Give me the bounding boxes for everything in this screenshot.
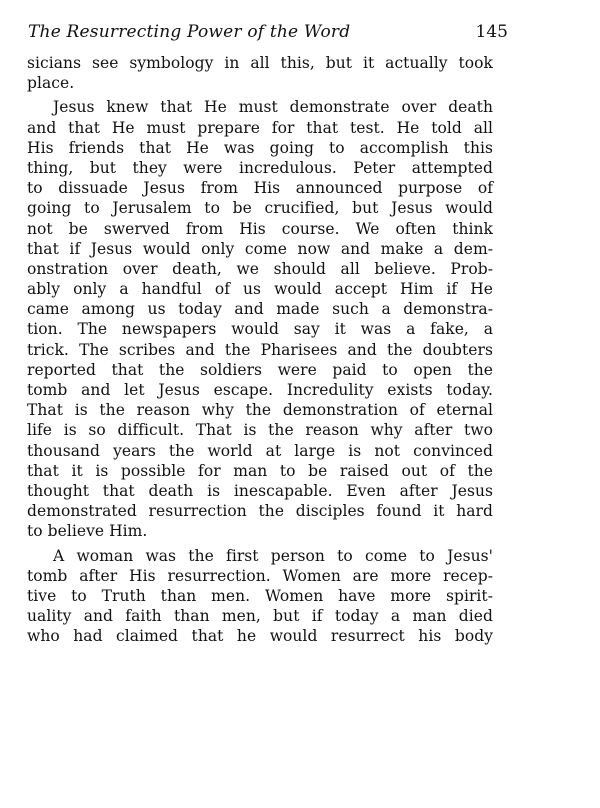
text-line: thing, but they were incredulous. Peter attempted bbox=[27, 158, 493, 177]
text-line: thousand years the world at large is not convinced bbox=[27, 441, 493, 460]
text-line: tomb after His resurrection. Women are more recep- bbox=[27, 566, 493, 585]
paragraph-a-woman bbox=[27, 546, 493, 647]
paragraph-continued bbox=[27, 53, 493, 93]
text-line: trick. The scribes and the Pharisees and the doubters bbox=[27, 340, 493, 359]
text-line: tomb and let Jesus escape. Incredulity exists today. bbox=[27, 381, 493, 399]
text-line: Jesus knew that He must demonstrate over death bbox=[53, 98, 493, 117]
text-line: His friends that He was going to accomplish this bbox=[27, 138, 493, 157]
text-line: place. bbox=[27, 74, 75, 93]
text-line: who had claimed that he would resurrect his body bbox=[27, 627, 493, 646]
running-title: The Resurrecting Power of the Word bbox=[28, 22, 351, 42]
text-line: ably only a handful of us would accept Him if He bbox=[27, 280, 493, 299]
page-number: 145 bbox=[475, 22, 508, 42]
text-line: that if Jesus would only come now and make a dem- bbox=[27, 239, 493, 258]
text-line: That is the reason why the demonstration of eternal bbox=[27, 401, 493, 420]
text-line: tive to Truth than men. Women have more spirit- bbox=[27, 586, 493, 605]
paragraph-jesus-knew bbox=[27, 97, 493, 541]
text-line: A woman was the first person to come to Jesus' bbox=[53, 546, 493, 565]
body-text bbox=[27, 53, 493, 650]
text-line: demonstrated resurrection the disciples found it hard bbox=[27, 502, 493, 521]
text-line: onstration over death, we should all believe. Prob- bbox=[27, 259, 493, 278]
text-line: sicians see symbology in all this, but it actually took bbox=[27, 54, 493, 72]
text-line: to believe Him. bbox=[27, 522, 148, 541]
text-line: reported that the soldiers were paid to open the bbox=[27, 360, 493, 379]
text-line: not be swerved from His course. We often think bbox=[27, 219, 493, 238]
text-line: tion. The newspapers would say it was a fake, a bbox=[27, 320, 493, 339]
text-line: and that He must prepare for that test. He told all bbox=[27, 118, 493, 137]
text-line: came among us today and made such a demonstra- bbox=[27, 300, 493, 319]
text-line: going to Jerusalem to be crucified, but Jesus would bbox=[27, 199, 493, 218]
text-line: thought that death is inescapable. Even after Jesus bbox=[27, 481, 493, 500]
text-line: uality and faith than men, but if today a man died bbox=[27, 607, 493, 626]
text-line: to dissuade Jesus from His announced purpose of bbox=[27, 179, 493, 198]
running-head bbox=[28, 18, 508, 46]
text-line: life is so difficult. That is the reason why after two bbox=[27, 421, 493, 440]
text-line: that it is possible for man to be raised out of the bbox=[27, 461, 493, 480]
